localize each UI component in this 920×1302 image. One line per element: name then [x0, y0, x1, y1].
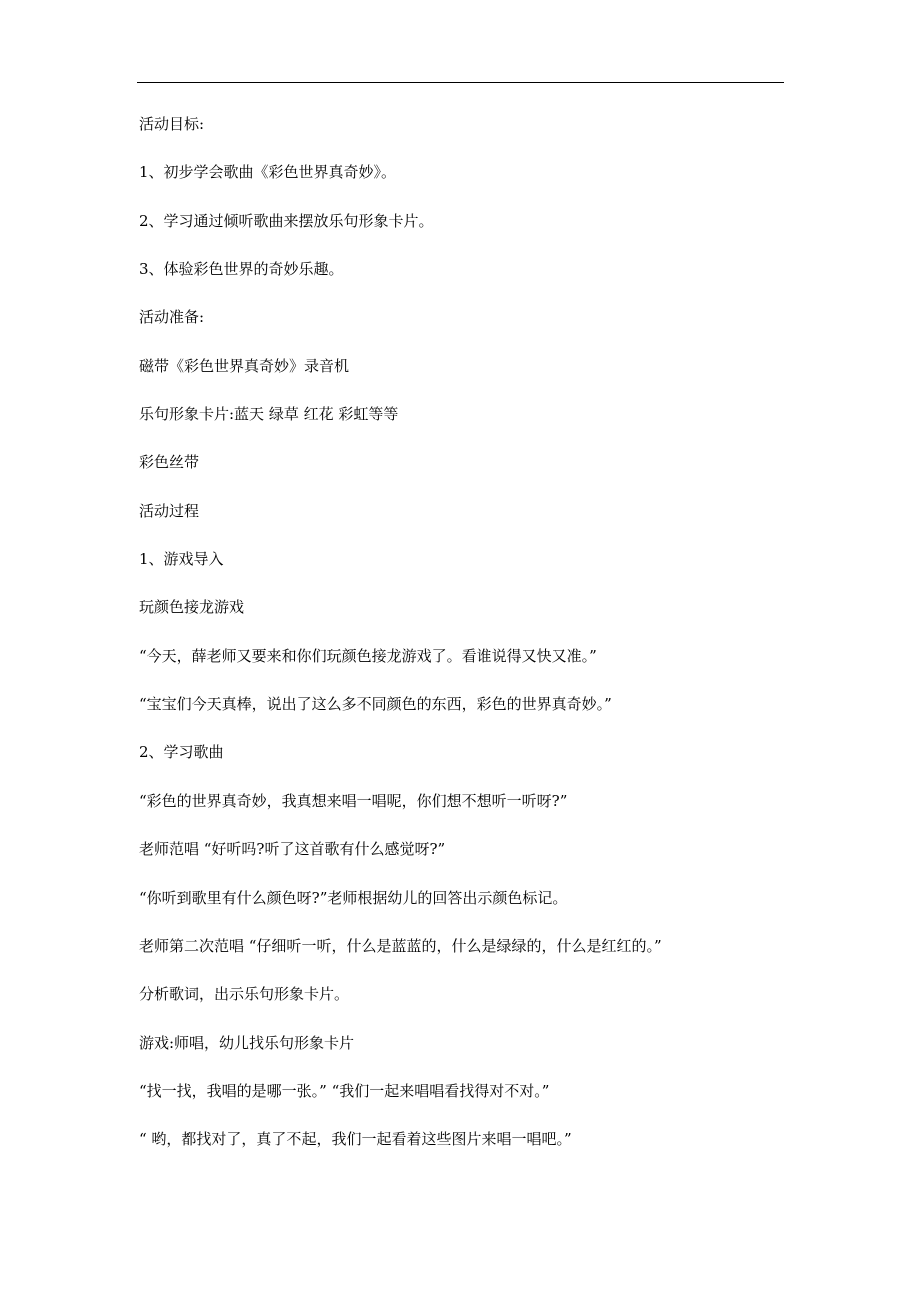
text-line-game-find-cards: 游戏:师唱，幼儿找乐句形象卡片	[139, 1033, 355, 1052]
text-line-step-2-heading: 2、学习歌曲	[139, 743, 224, 762]
text-line-quote-2: “宝宝们今天真棒，说出了这么多不同颜色的东西，彩色的世界真奇妙。”	[139, 695, 612, 714]
text-line-teacher-sings: 老师范唱 “好听吗?听了这首歌有什么感觉呀?”	[139, 840, 446, 859]
text-line-analyze-lyrics: 分析歌词，出示乐句形象卡片。	[139, 985, 350, 1004]
header-rule	[137, 82, 784, 83]
text-line-preparation-cards: 乐句形象卡片:蓝天 绿草 红花 彩虹等等	[139, 405, 399, 424]
text-line-teacher-sings-again: 老师第二次范唱 “仔细听一听，什么是蓝蓝的，什么是绿绿的，什么是红红的。”	[139, 936, 662, 955]
document-body	[139, 113, 839, 1177]
text-line-activity-goals-heading: 活动目标:	[139, 115, 205, 133]
text-line-process-heading: 活动过程	[139, 501, 200, 520]
text-line-quote-find: “找一找，我唱的是哪一张。” “我们一起来唱唱看找得对不对。”	[139, 1081, 550, 1100]
text-line-preparation-ribbon: 彩色丝带	[139, 453, 200, 472]
text-line-quote-final: “ 哟，都找对了，真了不起，我们一起看着这些图片来唱一唱吧。”	[139, 1130, 572, 1149]
text-line-goal-3: 3、体验彩色世界的奇妙乐趣。	[139, 260, 344, 279]
text-line-step-1-game: 玩颜色接龙游戏	[139, 598, 245, 617]
text-line-quote-colors: “你听到歌里有什么颜色呀?”老师根据幼儿的回答出示颜色标记。	[139, 888, 568, 907]
text-line-quote-1: “今天，薛老师又要来和你们玩颜色接龙游戏了。看谁说得又快又准。”	[139, 646, 597, 665]
text-line-preparation-tape: 磁带《彩色世界真奇妙》录音机	[139, 356, 350, 375]
text-line-quote-3: “彩色的世界真奇妙，我真想来唱一唱呢，你们想不想听一听呀?”	[139, 791, 568, 810]
text-line-preparation-heading: 活动准备:	[139, 308, 205, 327]
text-line-goal-2: 2、学习通过倾听歌曲来摆放乐句形象卡片。	[139, 211, 434, 230]
text-line-goal-1: 1、初步学会歌曲《彩色世界真奇妙》。	[139, 163, 397, 182]
text-line-step-1-heading: 1、游戏导入	[139, 550, 224, 569]
